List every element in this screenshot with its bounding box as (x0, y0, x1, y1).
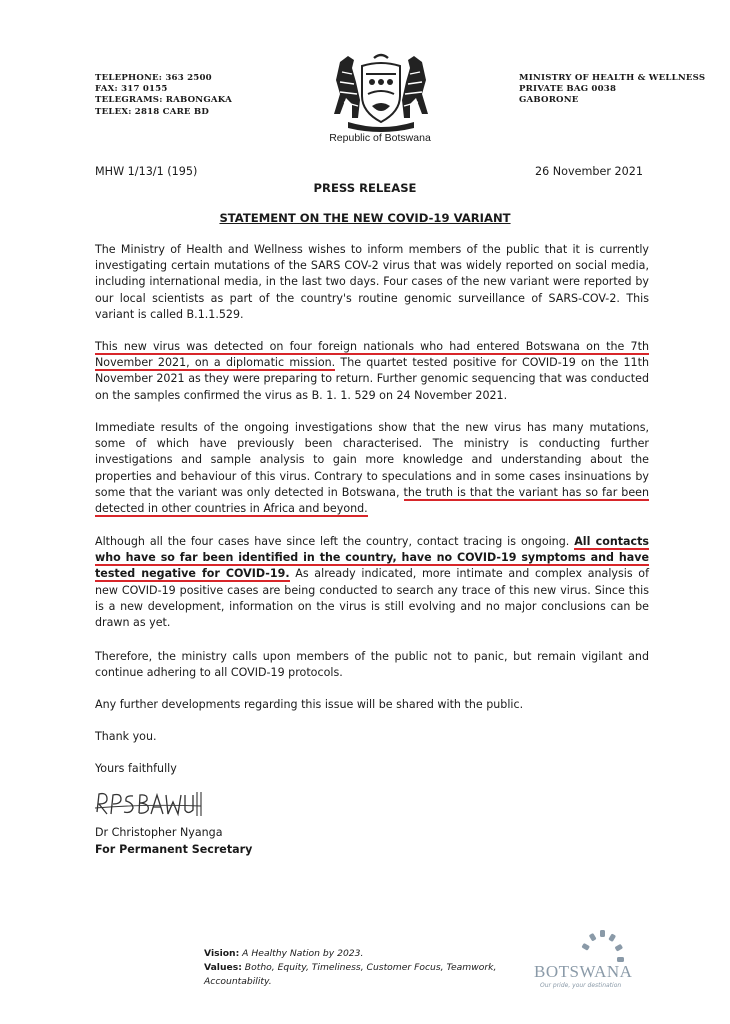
telephone: TELEPHONE: 363 2500 (95, 73, 212, 83)
paragraph-4-text (95, 534, 649, 631)
paragraph-2-text (95, 339, 649, 404)
statement-title: STATEMENT ON THE NEW COVID-19 VARIANT (219, 211, 511, 225)
paragraph-1 (95, 242, 649, 323)
press-release-heading: PRESS RELEASE (313, 181, 417, 195)
paragraph-4-rest: As already indicated, more intimate and complex analysis of new COVID-19 positive cases are being conducted to search any trace of this new virus. Since this is a new development, information on the virus is still evolving and no major conclusions can be drawn as yet. (95, 567, 649, 630)
thank-you: Thank you. (95, 730, 157, 743)
signatory-title: For Permanent Secretary (95, 843, 253, 856)
values-line (204, 961, 496, 975)
reference-number: MHW 1/13/1 (195) (95, 165, 198, 178)
fax: FAX: 317 0155 (95, 84, 168, 95)
values-label: Values: (204, 962, 242, 973)
telex: TELEX: 2818 CARE BD (95, 106, 209, 117)
tourism-tagline: Our pride, your destination (540, 982, 622, 989)
private-bag: PRIVATE BAG 0038 (519, 84, 617, 95)
vision-label: Vision: (204, 948, 240, 959)
document-date: 26 November 2021 (535, 165, 644, 178)
footer-vision-values (204, 947, 496, 989)
paragraph-6 (95, 697, 649, 713)
paragraph-1-text: The Ministry of Health and Wellness wishes to inform members of the public that it is currently investigating certain mutations of the SARS COV-2 virus that was widely reported on social media, including international media, in the last two days. Four cases of the new variant were reported by our local scientists as part of the country's routine genomic surveillance of SARS-COV-2. This variant is called B.1.1.529. (95, 243, 649, 321)
botswana-tourism-logo (530, 928, 642, 998)
paragraph-5 (95, 649, 649, 681)
paragraph-4 (95, 534, 649, 631)
city: GABORONE (519, 95, 579, 106)
vision-text: A Healthy Nation by 2023. (242, 948, 364, 959)
paragraph-3-text (95, 420, 649, 517)
coat-of-arms-icon (318, 52, 444, 134)
statement-title-wrap (0, 211, 730, 225)
yours-faithfully: Yours faithfully (95, 762, 177, 775)
paragraph-4-start: Although all the four cases have since left the country, contact tracing is ongoing. (95, 535, 575, 548)
values-text-2: Accountability. (204, 976, 272, 987)
ministry-name: MINISTRY OF HEALTH & WELLNESS (519, 73, 706, 83)
ministry-address (519, 73, 705, 107)
paragraph-3-start: Immediate results of the ongoing investigations show that the new virus has many mutations, some of which have previously been characterised. The ministry is conducting further investigations and sample analysis to gain more knowledge and understanding about the properties and behaviour of this virus. Contrary to speculations and in some cases insinuations by some that the variant was only detected in Botswana, (95, 421, 649, 499)
values-text: Botho, Equity, Timeliness, Customer Focus, Teamwork, (244, 962, 497, 973)
paragraph-2 (95, 339, 649, 404)
handwritten-signature-icon (93, 786, 205, 822)
tourism-logo-text: BOTSWANA (534, 962, 633, 981)
signatory-name: Dr Christopher Nyanga (95, 826, 223, 839)
republic-label: Republic of Botswana (329, 132, 431, 144)
paragraph-3-highlight: the truth is that the variant has so far been detected in other countries in Africa and beyond. (95, 485, 650, 516)
vision-line (204, 947, 496, 961)
contact-details (95, 73, 232, 118)
paragraph-4-bold-highlight: All contacts who have so far been identified in the country, have no COVID-19 symptoms and have tested negative for COVID-19. (95, 535, 650, 581)
paragraph-2-highlight: This new virus was detected on four foreign nationals who had entered Botswana on the 7th November 2021, on a diplomatic mission. (95, 340, 649, 370)
paragraph-5-text: Therefore, the ministry calls upon members of the public not to panic, but remain vigilant and continue adhering to all COVID-19 protocols. (95, 650, 649, 680)
paragraph-6-text: Any further developments regarding this issue will be shared with the public. (95, 698, 524, 711)
paragraph-2-rest: The quartet tested positive for COVID-19 on the 11th November 2021 as they were preparing to return. Further genomic sequencing that was conducted on the samples confirmed the virus as B. 1. 1. 529 on 24 November 2021. (95, 356, 649, 402)
telegrams: TELEGRAMS: RABONGAKA (95, 95, 232, 106)
paragraph-3 (95, 420, 649, 517)
